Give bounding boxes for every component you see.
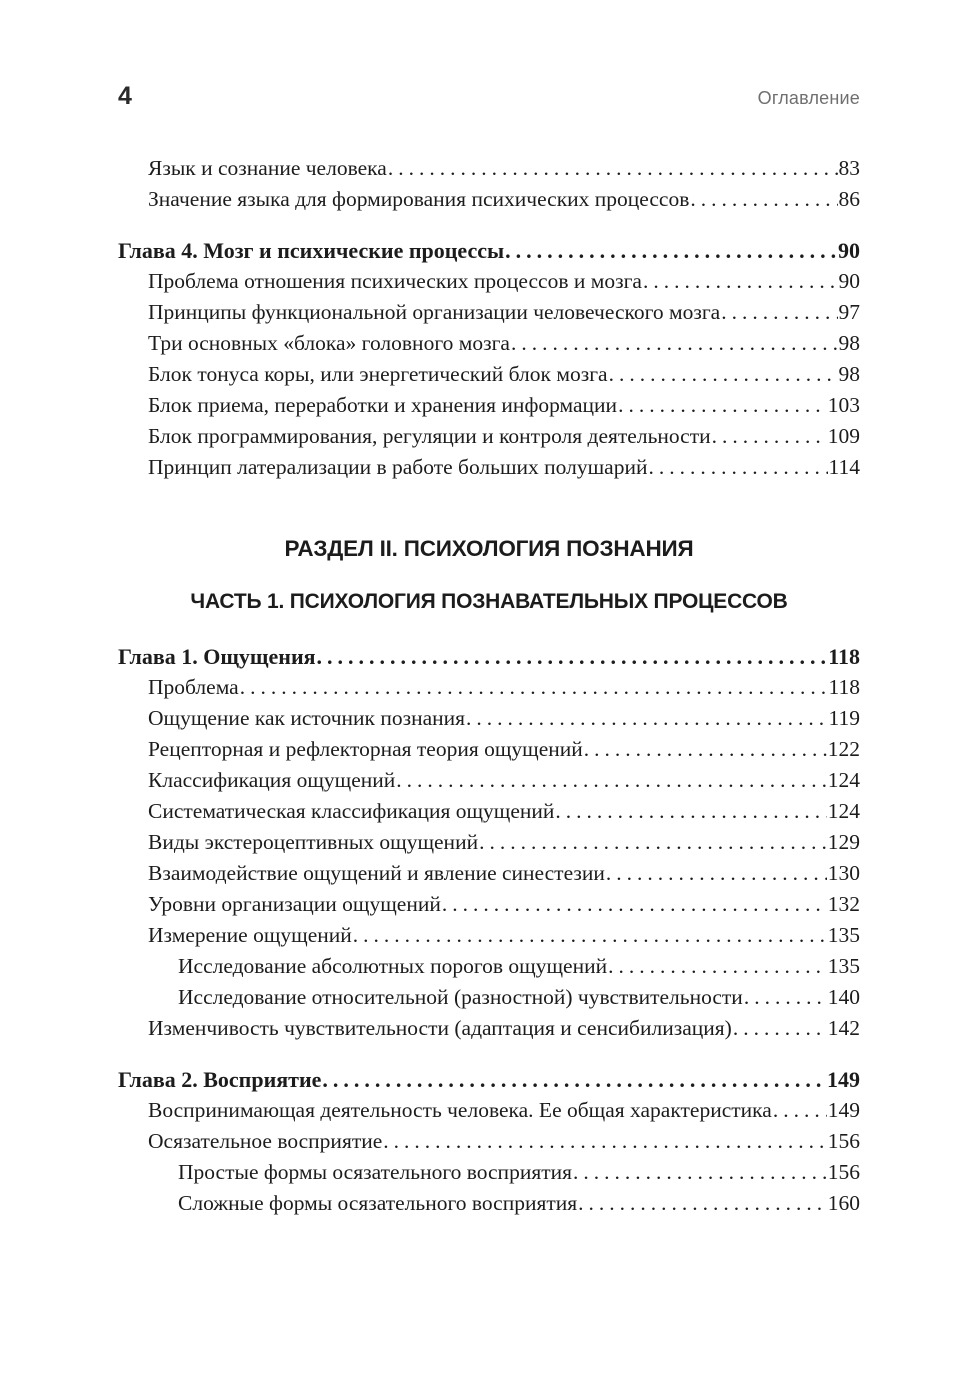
dot-leader	[721, 297, 837, 328]
entry-title: Рецепторная и рефлекторная теория ощущений	[148, 737, 583, 761]
entry-page-number: 160	[827, 1191, 860, 1215]
dot-leader	[317, 641, 828, 672]
entry-page-number: 132	[827, 892, 860, 916]
entry-page-number: 83	[838, 156, 860, 180]
toc-entry	[118, 920, 860, 951]
dot-leader	[396, 765, 827, 796]
entry-page-number: 90	[838, 238, 860, 263]
entry-page-number: 86	[838, 187, 860, 211]
entry-page-number: 156	[827, 1129, 860, 1153]
dot-leader	[511, 328, 838, 359]
dot-leader	[744, 982, 827, 1013]
dot-leader	[643, 266, 838, 297]
entry-title: Глава 4. Мозг и психические процессы	[118, 238, 505, 263]
toc-entry	[118, 1188, 860, 1219]
dot-leader	[388, 153, 838, 184]
entry-title: Исследование относительной (разностной) чувствительности	[178, 985, 743, 1009]
toc-entry	[118, 641, 860, 672]
toc-entry	[118, 297, 860, 328]
entry-page-number: 103	[827, 393, 860, 417]
toc-entry	[118, 328, 860, 359]
dot-leader	[648, 452, 827, 483]
entry-title: Систематическая классификация ощущений	[148, 799, 555, 823]
toc-entry	[118, 703, 860, 734]
entry-page-number: 130	[827, 861, 860, 885]
toc-entry	[118, 951, 860, 982]
dot-leader	[618, 390, 827, 421]
toc-entry	[118, 982, 860, 1013]
entry-page-number: 140	[827, 985, 860, 1009]
entry-title: Исследование абсолютных порогов ощущений	[178, 954, 608, 978]
dot-leader	[466, 703, 828, 734]
dot-leader	[733, 1013, 827, 1044]
page-number: 4	[118, 82, 132, 110]
entry-page-number: 129	[827, 830, 860, 854]
entry-title: Принципы функциональной организации человеческого мозга	[148, 300, 721, 324]
entry-title: Классификация ощущений	[148, 768, 396, 792]
dot-leader	[353, 920, 827, 951]
entry-title: Проблема отношения психических процессов и мозга	[148, 269, 642, 293]
entry-title: Воспринимающая деятельность человека. Ее общая характеристика	[148, 1098, 772, 1122]
entry-title: Простые формы осязательного восприятия	[178, 1160, 573, 1184]
entry-page-number: 97	[838, 300, 860, 324]
entry-page-number: 109	[827, 424, 860, 448]
entry-title: Глава 1. Ощущения	[118, 644, 316, 669]
toc-section-heading	[118, 589, 860, 615]
entry-page-number: 149	[827, 1098, 860, 1122]
toc-entry	[118, 1157, 860, 1188]
toc-entry	[118, 734, 860, 765]
entry-title: Ощущение как источник познания	[148, 706, 466, 730]
entry-title: Взаимодействие ощущений и явление синестезии	[148, 861, 605, 885]
entry-title: Блок приема, переработки и хранения информации	[148, 393, 618, 417]
entry-title: Принцип латерализации в работе больших полушарий	[148, 455, 648, 479]
toc-entry	[118, 765, 860, 796]
section-heading-text: ЧАСТЬ 1. ПСИХОЛОГИЯ ПОЗНАВАТЕЛЬНЫХ ПРОЦЕССОВ	[190, 590, 788, 613]
dot-leader	[322, 1064, 826, 1095]
toc-entry	[118, 1126, 860, 1157]
toc-entry	[118, 1013, 860, 1044]
dot-leader	[584, 734, 827, 765]
toc-entry	[118, 889, 860, 920]
entry-title: Блок программирования, регуляции и контроля деятельности	[148, 424, 711, 448]
dot-leader	[505, 235, 837, 266]
dot-leader	[609, 359, 838, 390]
entry-page-number: 142	[827, 1016, 860, 1040]
entry-page-number: 98	[838, 362, 860, 386]
toc-entry	[118, 421, 860, 452]
page-header	[0, 0, 974, 111]
dot-leader	[712, 421, 827, 452]
dot-leader	[573, 1157, 827, 1188]
dot-leader	[383, 1126, 826, 1157]
dot-leader	[442, 889, 827, 920]
entry-page-number: 118	[828, 644, 860, 669]
entry-title: Виды экстероцептивных ощущений	[148, 830, 479, 854]
toc-entry	[118, 235, 860, 266]
dot-leader	[240, 672, 828, 703]
toc-entry	[118, 452, 860, 483]
entry-page-number: 135	[827, 954, 860, 978]
entry-page-number: 124	[827, 768, 860, 792]
dot-leader	[555, 796, 826, 827]
entry-page-number: 118	[828, 675, 860, 699]
entry-title: Проблема	[148, 675, 239, 699]
entry-title: Сложные формы осязательного восприятия	[178, 1191, 578, 1215]
running-header: Оглавление	[757, 88, 860, 108]
toc-entry	[118, 858, 860, 889]
toc-section-heading	[118, 535, 860, 563]
dot-leader	[773, 1095, 827, 1126]
toc-list	[0, 153, 974, 1219]
entry-title: Три основных «блока» головного мозга	[148, 331, 510, 355]
entry-page-number: 122	[827, 737, 860, 761]
toc-entry	[118, 184, 860, 215]
toc-entry	[118, 796, 860, 827]
toc-entry	[118, 266, 860, 297]
toc-entry	[118, 390, 860, 421]
dot-leader	[479, 827, 827, 858]
entry-page-number: 114	[828, 455, 860, 479]
entry-title: Глава 2. Восприятие	[118, 1067, 322, 1092]
entry-title: Блок тонуса коры, или энергетический блок мозга	[148, 362, 608, 386]
entry-page-number: 156	[827, 1160, 860, 1184]
entry-page-number: 135	[827, 923, 860, 947]
entry-title: Измерение ощущений	[148, 923, 352, 947]
entry-page-number: 149	[827, 1067, 860, 1092]
toc-entry	[118, 1064, 860, 1095]
entry-page-number: 90	[838, 269, 860, 293]
toc-entry	[118, 1095, 860, 1126]
dot-leader	[606, 858, 827, 889]
entry-title: Уровни организации ощущений	[148, 892, 441, 916]
entry-title: Значение языка для формирования психических процессов	[148, 187, 690, 211]
dot-leader	[608, 951, 827, 982]
toc-entry	[118, 153, 860, 184]
section-heading-text: РАЗДЕЛ II. ПСИХОЛОГИЯ ПОЗНАНИЯ	[284, 536, 694, 561]
entry-page-number: 98	[838, 331, 860, 355]
dot-leader	[690, 184, 837, 215]
entry-page-number: 119	[828, 706, 860, 730]
entry-title: Язык и сознание человека	[148, 156, 387, 180]
entry-title: Изменчивость чувствительности (адаптация и сенсибилизация)	[148, 1016, 732, 1040]
toc-entry	[118, 827, 860, 858]
toc-entry	[118, 672, 860, 703]
entry-title: Осязательное восприятие	[148, 1129, 383, 1153]
entry-page-number: 124	[827, 799, 860, 823]
toc-entry	[118, 359, 860, 390]
dot-leader	[578, 1188, 827, 1219]
